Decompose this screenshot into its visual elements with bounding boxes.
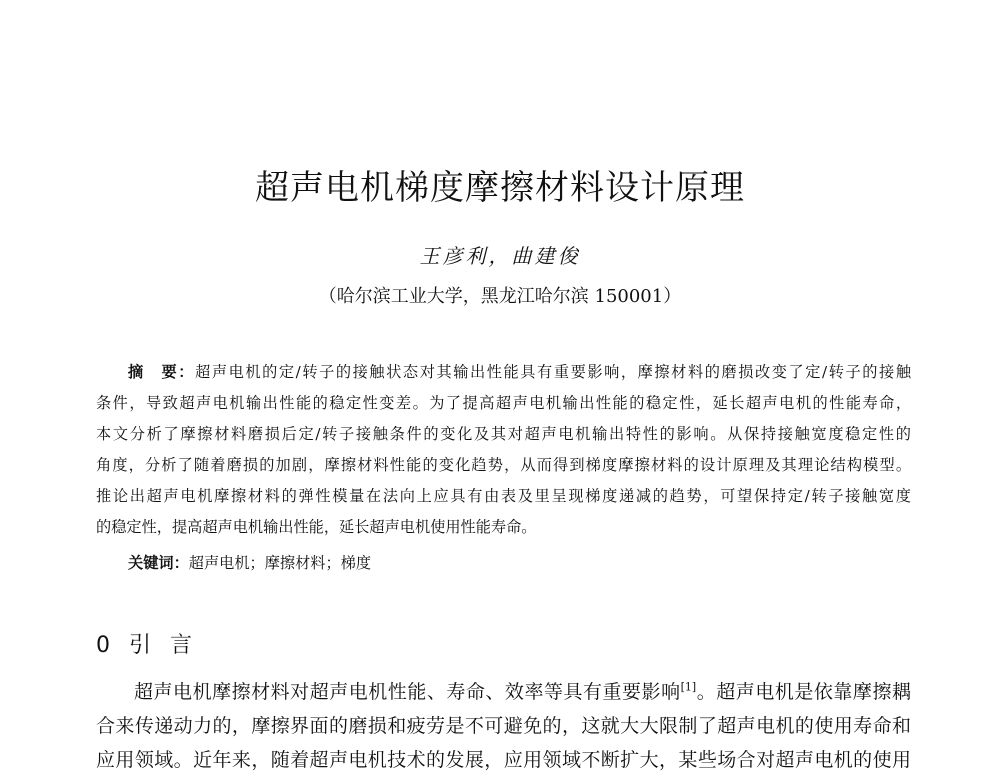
body-text: 。超声电机是依靠摩擦耦 bbox=[696, 681, 911, 703]
author-list: 王彦利，曲建俊 bbox=[419, 244, 581, 268]
section-body bbox=[96, 675, 911, 777]
abstract bbox=[96, 357, 911, 543]
body-line: 合来传递动力的，摩擦界面的磨损和疲劳是不可避免的，这就大大限制了超声电机的使用寿命和 bbox=[96, 715, 911, 737]
body-line: 应用领域。近年来，随着超声电机技术的发展，应用领域不断扩大，某些场合对超声电机的使用 bbox=[96, 749, 911, 771]
body-text: 超声电机摩擦材料对超声电机性能、寿命、效率等具有重要影响 bbox=[134, 681, 681, 703]
body-line bbox=[96, 675, 911, 709]
affiliation: （哈尔滨工业大学，黑龙江哈尔滨 150001） bbox=[318, 286, 682, 307]
keywords-text: 超声电机；摩擦材料；梯度 bbox=[188, 554, 371, 572]
section-heading: 0 引 言 bbox=[96, 633, 198, 658]
abstract-line: 的稳定性，提高超声电机输出性能，延长超声电机使用性能寿命。 bbox=[96, 518, 537, 536]
paper-title: 超声电机梯度摩擦材料设计原理 bbox=[255, 168, 745, 208]
abstract-line: 推论出超声电机摩擦材料的弹性模量在法向上应具有由表及里呈现梯度递减的趋势，可望保持定/转子接触宽度 bbox=[96, 487, 911, 505]
keywords-label: 关键词： bbox=[128, 554, 189, 572]
abstract-line: 条件，导致超声电机输出性能的稳定性变差。为了提高超声电机输出性能的稳定性，延长超声电机的性能寿命， bbox=[96, 394, 911, 412]
abstract-text: 超声电机的定/转子的接触状态对其输出性能具有重要影响，摩擦材料的磨损改变了定/转子的接触 bbox=[195, 363, 912, 381]
abstract-line bbox=[96, 357, 911, 388]
abstract-line: 本文分析了摩擦材料磨损后定/转子接触条件的变化及其对超声电机输出特性的影响。从保持接触宽度稳定性的 bbox=[96, 425, 911, 443]
abstract-label: 摘 要： bbox=[128, 363, 196, 381]
citation-ref[interactable]: [1] bbox=[680, 680, 697, 694]
keywords bbox=[128, 552, 371, 573]
abstract-line: 角度，分析了随着磨损的加剧，摩擦材料性能的变化趋势，从而得到梯度摩擦材料的设计原理及其理论结构模型。 bbox=[96, 456, 911, 474]
